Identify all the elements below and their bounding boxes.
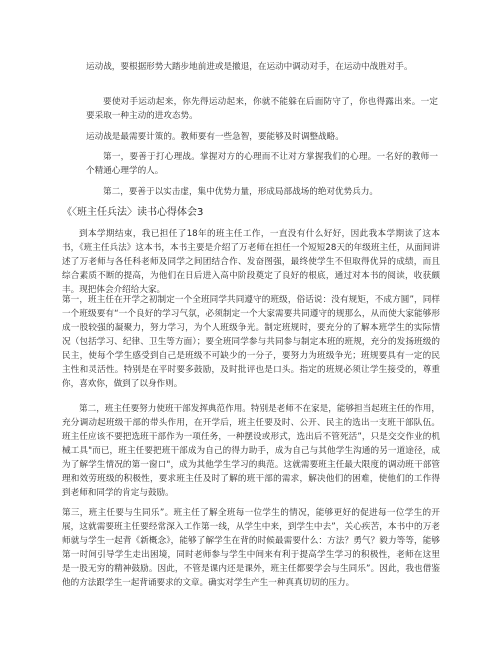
paragraph-strategy: 运动战是最需要计策的。教师要有一些急智，要能够及时调整战略。: [86, 132, 344, 142]
paragraph-introduction: 到本学期结束，我已担任了18年的班主任工作，一直没有什么好好，因此我本学期读了这本书，《班主任兵法》这本书，本书主要是介绍了万老师在担任一个短短28天的年级班主任，从面间讲述了万老师与各任科老师及同学之间团结合作、发奋图强，最终使学生不但取得优异的成绩，而且综合素质不断的提高，为他们在日后进入高中阶段奠定了良好的根底，通过对本书的阅读，收获颇丰。现把体会介绍给大家。: [62, 229, 440, 295]
paragraph-psychological-war: 第一，要善于打心理战。掌握对方的心理而不让对方掌握我们的心理。一名好的教师一个精通心理学的人。: [86, 152, 438, 176]
paragraph-concentrate-forces: 第二，要善于以实击虚，集中优势力量，形成局部战场的绝对优势兵力。: [103, 187, 379, 197]
paragraph-point-two-class-cadres: 第二，班主任要努力使班干部发挥典范作用。特别是老师不在家是，能够担当起班主任的作用，充分调动起班级干部的带头作用，在开学后，班主任要及时、公开、民主的选出一支班干部队伍。班主任应该不要把选班干部作为一项任务，一种摆设或形式，选出后不管死活”，只是交交作业的机械工具"而已，班主任要把班干部成为自己的得力助手，成为自己与其他学生沟通的另一道途径，成为了解学生情况的第一窗口"，成为其他学生学习的典范。这就需要班主任最大限度的调动班干部管理和效劳班级的积极性，要求班主任及时了解的班干部的需求，解决他们的困难，使他们的工作得到老师和同学的肯定与鼓励。: [62, 404, 440, 498]
paragraph-make-opponent-move: 要使对手运动起来，你先得运动起来，你就不能躲在后面防守了，你也得露出来。一定要采取一种主动的进攻态势。: [86, 97, 438, 121]
paragraph-point-one-class-rules: 第一，班主任在开学之初制定一个全班同学共同遵守的班级，俗话说：没有规矩，不成方圆”，同样一个班级要有“一个良好的学习气氛，必须制定一个大家需要共同遵守的规那么，从而使大家能够形成一股较强的凝聚力，努力学习，为个人班级争光。制定班规时，要充分的了解本班学生的实际情况（包括学习、纪律、卫生等方面）；要全班同学参与共同参与制定本班的班规，充分的发扬班级的民主，使每个学生感受到自己是班级不可缺少的一分子，要努力为班级争光；班规要具有一定的民主性和灵活性。特别是在平时要多鼓励，及时批评也是口头。指定的班规必须让学生接受的，尊重你，喜欢你，做到了以身作则。: [62, 295, 440, 389]
section-heading: 《〈班主任兵法〉读书心得体会3: [62, 207, 204, 218]
paragraph-point-three-enjoy-with-students: 第三，班主任要与生同乐”。班主任了解全班每一位学生的情况，能够更好的促进每一位学生的开展，这就需要班主任要经常深入工作第一线，从学生中来，到学生中去”，关心疾苦，本书中的万老师就与学生一起背《新概念》，能够了解学生在背的时候最需要什么：方法？勇气？毅力等等，能够第一时间引导学生走出困境，同时老师参与学生中间来有利于提高学生学习的积极性，老师在这里是一股无穷的精神鼓励。因此，不管是课内还是课外，班主任都要学会与生同乐”。因此，我也借鉴他的方法跟学生一起背诵要求的文章。确实对学生产生一种真真切切的压力。: [62, 508, 440, 588]
paragraph-mobile-warfare: 运动战，要根据形势大踏步地前进或是撤退，在运动中调动对手，在运动中战胜对手。: [86, 62, 413, 72]
